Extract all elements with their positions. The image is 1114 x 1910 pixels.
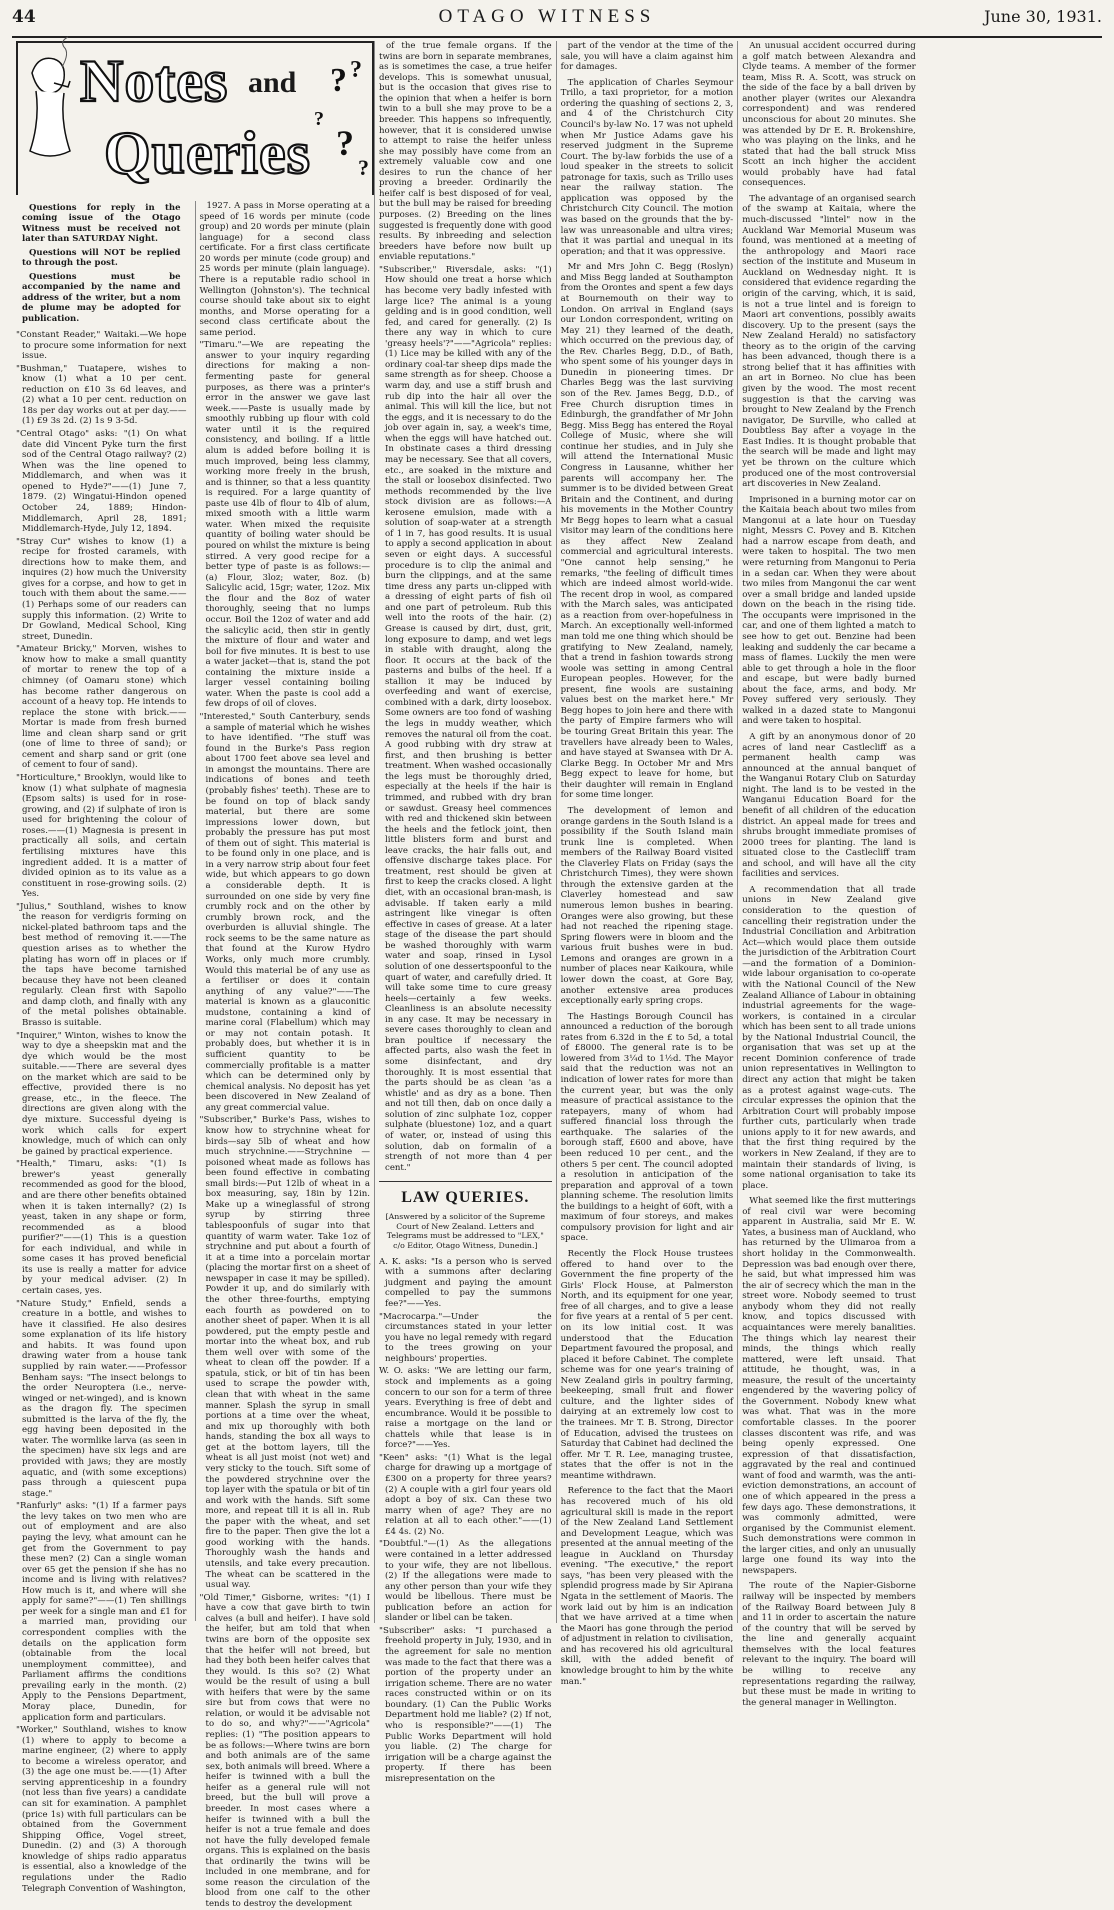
notice: Questions must be accompanied by the name and address of the writer, but a nom de plume may be adopted for publication. — [22, 271, 181, 324]
query-item: "Constant Reader," Waitaki.—We hope to procure some information for next issue. — [16, 329, 187, 362]
news-paragraph: What seemed like the first mutterings of real civil war were becoming apparent in Australia, said Mr E. W. Yates, a business man of Auckland, who has returned by the Ulimaroa from a short holiday in the Commonwealth. Depression was bad enough over there, he said, but what impressed him was the air of secrecy which the man in the street wore. Nobody seemed to trust anybody whom they did not really know, and topics discussed with acquaintances were merely banalities. The things which lay nearest their minds, the things which really mattered, were left unsaid. That attitude, he thought, was, in a measure, the result of the uncertainty engendered by the wavering policy of the Government. Nobody knew what was what. That was in the more comfortable classes. In the poorer classes discontent was rife, and was being openly expressed. One expression of that dissatisfaction, aggravated by the real and continued want of food and warmth, was the anti-eviction demonstrations, an account of one of which appeared in the press a few days ago. These demonstrations, it was commonly admitted, were organised by the Communist element. Such demonstrations were common in the larger cities, and only an unusually large one found its way into the newspapers. — [742, 1196, 916, 1576]
law-queries-note: [Answered by a solicitor of the Supreme Court of New Zealand. Letters and Telegrams must be addressed to "LEX," c/o Editor, Otago Witness, Dunedin.] — [385, 1211, 545, 1251]
query-item: "Horticulture," Brooklyn, would like to know (1) what sulphate of magnesia (Epsom salts) is used for in rose-growing, and (2) if sulphate of iron is used for brightening the colour of roses.——(1) Magnesia is present in practically all soils, and certain fertilising mixtures have this ingredient added. It is a matter of divided opinion as to its value as a constituent in rose-growing soils. (2) Yes. — [16, 773, 187, 900]
columns — [12, 41, 1102, 1909]
svg-text:?: ? — [336, 123, 354, 163]
column-3 — [375, 41, 557, 1784]
issue-date: June 30, 1931. — [984, 7, 1102, 26]
news-paragraph: Reference to the fact that the Maori has recovered much of his old agricultural skill is made in the report of the New Zealand Land Settlement and Development League, which was presented at the annual meeting of the league in Auckland on Thursday evening. "The executive," the report says, "has been very pleased with the splendid progress made by Sir Apirana Ngata in the settlement of Maoris. The work laid out by him is an indication that we have arrived at a time when the Maori has gone through the period of adjustment in relation to civilisation, and has recovered his old agricultural skill, with the added benefit of knowledge brought to him by the white man." — [560, 1486, 734, 1687]
news-paragraph: The advantage of an organised search of the swamp at Kaitaia, where the much-discussed "lintel" now in the Auckland War Memorial Museum was found, was mentioned at a meeting of the anthropology and Maori race section of the institute and Museum in Auckland on Wednesday night. It is considered that evidence regarding the origin of the carving, which, it is said, is not a true lintel and is foreign to Maori art conventions, possibly awaits discovery. Up to the present (says the New Zealand Herald) no satisfactory theory as to the origin of the carving has been advanced, though there is a strong belief that it has affinities with an art in Borneo. No clue has been given by the wood. The most recent suggestion is that the carving was brought to New Zealand by the French navigator, De Surville, who called at Doubtless Bay after a voyage in the East Indies. It is thought probable that the search will be made and light may yet be thrown on the culture which produced one of the most controversial art discoveries in New Zealand. — [742, 193, 916, 490]
law-query-item: "Keen" asks: "(1) What is the legal charge for drawing up a mortgage of £300 on a property for three years? (2) A couple with a girl four years old adopt a boy of six. Can these two marry when of age? They are no relation at all to each other."——(1) £4 4s. (2) No. — [379, 1452, 552, 1537]
column-5 — [738, 41, 920, 1708]
masthead-word-notes: Notes — [80, 48, 229, 114]
news-paragraph: A recommendation that all trade unions in New Zealand give consideration to the question of cancelling their registration under the Industrial Conciliation and Arbitration Act—which would place them outside the jurisdiction of the Arbitration Court—and the formation of a Dominion-wide labour organisation to co-operate with the National Council of the New Zealand Alliance of Labour in obtaining industrial agreements for the wage-workers, is contained in a circular which has been sent to all trade unions by the National Industrial Council, the organisation that was set up at the recent Dominion conference of trade union representatives in Wellington to direct any action that might be taken as a protest against wage-cuts. The circular expresses the opinion that the Arbitration Court will probably impose further cuts, particularly when trade unions apply to it for new awards, and that the first thing required by the workers in New Zealand, if they are to maintain their standards of living, is some national organisation to take its place. — [742, 884, 916, 1191]
column-2 — [195, 201, 371, 1909]
query-item: "Interested," South Canterbury, sends a sample of material which he wishes to have identified. "The stuff was found in the Burke's Pass region about 1700 feet above sea level and in amongst the mountains. There are indications of bones and teeth (probably fishes' teeth). These are to be found on top of black sandy material, but there are some impressions lower down, but probably the pressure has put most of them out of sight. This material is to be found only in one place, and is in a very narrow strip about four feet wide, but which appears to go down a considerable depth. It is surrounded on one side by very fine crumbly rock and on the other by crumbly brown rock, and the overburden is alluvial shingle. The rock seems to be the same nature as that found at the Kurow Hydro Works, only much more crumbly. Would this material be of any use as a fertiliser or does it contain anything of any value?"——The material is known as a glauconitic mudstone, containing a kind of marine coral (Flabellum) which may or may not contain potash. It probably does, but whether it is in sufficient quantity to be commercially profitable is a matter which can be determined only by chemical analysis. No deposit has yet been discovered in New Zealand of any great commercial value. — [199, 712, 370, 1113]
query-item: "Nature Study," Enfield, sends a creature in a bottle, and wishes to have it classified. He also desires some explanation of its life history and habits. It was found upon drawing water from a house tank supplied by rain water.——Professor Benham says: "The insect belongs to the order Neuroptera (i.e., nerve-winged or net-winged), and is known as the dragon fly. The specimen submitted is the larva of the fly, the egg having been deposited in the water. The wormlike larva (as seen in the specimen) have six legs and are provided with jaws; they are mostly aquatic, and (with some exceptions) pass through a quiescent pupa stage." — [16, 1298, 187, 1499]
query-item: "Inquirer," Winton, wishes to know the way to dye a sheepskin mat and the dye which would be the most suitable.——There are several dyes on the market which are said to be effective, provided there is no grease, etc., in the fleece. The directions are given along with the dye mixture. Successful dyeing is work which calls for expert knowledge, much of which can only be gained by practical experience. — [16, 1030, 187, 1157]
query-item: "Amateur Bricky," Morven, wishes to know how to make a small quantity of mortar to renew the top of a chimney (of Oamaru stone) which has become rather dangerous on account of a heavy top. He intends to replace the stone with brick.——Mortar is made from fresh burned lime and clean sharp sand or grit (one of lime to three of sand); or cement and sharp sand or grit (one of cement to four of sand). — [16, 644, 187, 771]
news-paragraph: A gift by an anonymous donor of 20 acres of land near Castlecliff as a permanent health camp was announced at the annual banquet of the Wanganui Rotary Club on Saturday night. The land is to be vested in the Wanganui Education Board for the benefit of all children of the education district. An appeal made for trees and shrubs brought immediate promises of 2000 trees for planting. The land is situated close to the Castlecliff tram and school, and will have all the city facilities and services. — [742, 732, 916, 880]
law-query-item: W. O. asks: "We are letting our farm, stock and implements as a going concern to our son for a term of three years. Everything is free of debt and encumbrance. Would it be possible to raise a mortgage on the land or chattels while that lease is in force?"——Yes. — [379, 1366, 552, 1451]
news-paragraph: part of the vendor at the time of the sale, you will have a claim against him for damages. — [560, 41, 734, 73]
query-item: "Ranfurly" asks: "(1) If a farmer pays the levy takes on two men who are out of employment and are also paying the levy, what amount can he get from the Government to pay these men? (2) Can a single woman over 65 get the pension if she has no income and is living with relatives? How much is it, and where will she apply for same?"——(1) Ten shillings per week for a single man and £1 for a married man, providing our correspondent complies with the details on the application form (obtainable from the local unemployment committee), and Parliament affirms the conditions prevailing early in the month. (2) Apply to the Pensions Department, Moray place, Dunedin, for application form and particulars. — [16, 1501, 187, 1723]
query-item: "Julius," Southland, wishes to know the reason for verdigris forming on nickel-plated bathroom taps and the best method of removing it.——The question arises as to whether the plating has worn off in places or if the taps have become tarnished because they have not been cleaned regularly. Clean first with Sapolio and damp cloth, and finally with any of the metal polishes obtainable. Brasso is suitable. — [16, 901, 187, 1028]
news-paragraph: An unusual accident occurred during a golf match between Alexandra and Clyde teams. A member of the former team, Miss R. A. Scott, was struck on the side of the face by a ball driven by another player (writes our Alexandra correspondent) and was rendered unconscious for about 20 minutes. She was attended by Dr E. R. Brokenshire, who was playing on the links, and he stated that had the ball struck Miss Scott an inch higher the accident would probably have had fatal consequences. — [742, 41, 916, 189]
query-item: "Subscriber," Riversdale, asks: "(1) How should one treat a horse which has become very badly infested with large lice? The animal is a young gelding and is in good condition, well fed, and cared for generally. (2) Is there any way in which to cure 'greasy heels'?"——"Agricola" replies: (1) Lice may be killed with any of the ordinary coal-tar sheep dips made the same strength as for sheep. Choose a warm day, and use a stiff brush and rub dip into the hair all over the animal. This will kill the lice, but not the eggs, and it is necessary to do the job over again in, say, a week's time, when the eggs will have hatched out. In obstinate cases a third dressing may be necessary. See that all covers, etc., are soaked in the mixture and the stall or loosebox disinfected. Two methods recommended by the live stock division are as follows:—A kerosene emulsion, made with a solution of soap-water at a strength of 1 in 7, has good results. It is usual to apply a second application in about seven or eight days. A successful procedure is to clip the animal and burn the clippings, and at the same time dress any parts un-clipped with a dressing of eight parts of fish oil and one part of petroleum. Rub this well into the roots of the hair. (2) Grease is caused by dirt, dust, grit, long exposure to damp, and wet legs in stable with draught, along the floor. It occurs at the back of the pasterns and bulbs of the heel. If a stallion it may be induced by overfeeding and want of exercise, combined with a dark, dirty loosebox. Some owners are too fond of washing the legs in muddy weather, which removes the natural oil from the coat. A good rubbing with dry straw at first, and then brushing is better treatment. When washed occasionally the legs must be thoroughly dried, especially at the heels if the hair is trimmed, and rubbed with dry bran or sawdust. Greasy heel commences with red and thickened skin between the heels and the fetlock joint, then little blisters form and burst and leave cracks, the hair falls out, and offensive discharge takes place. For treatment, rest should be given at first to keep the cracks closed. A light diet, with an occasional bran-mash, is advisable. If taken early a mild astringent like vinegar is often effective in cases of grease. At a later stage of the disease the part should be washed thoroughly with warm water and soap, rinsed in Lysol solution of one dessertspoonful to the quart of water, and carefully dried. It will take some time to cure greasy heels—certainly a few weeks. Cleanliness is an absolute necessity in any case. It may be necessary in severe cases thoroughly to clean and bran poultice if necessary the affected parts, also wash the feet in some disinfectant, and dry thoroughly. It is most essential that the parts should be as clean 'as a whistle' and as dry as a bone. Then and not till then, dab on once daily a solution of zinc sulphate 1oz, copper sulphate (bluestone) 1oz, and a quart of water, or, instead of using this solution, dab on formalin of a strength of not more than 4 per cent." — [379, 264, 552, 1173]
column-4 — [557, 41, 739, 1687]
submission-notices — [22, 203, 181, 324]
news-paragraph: The application of Charles Seymour Trillo, a taxi proprietor, for a motion ordering the quashing of sections 2, 3, and 4 of the Christchurch City Council's by-law No. 17 was not upheld when Mr Justice Adams gave his reserved judgment in the Supreme Court. The by-law forbids the use of a loud speaker in the streets to solicit patronage for taxis, such as Trillo uses near the railway station. The application was opposed by the Christchurch City Council. The motion was based on the grounds that the by-law was unreasonable and ultra vires; that it was partial and unequal in its operation; and that it was oppressive. — [560, 77, 734, 257]
query-item: of the true female organs. If the twins are born in separate membranes, as is sometimes the case, a true heifer develops. This is somewhat unusual, but is the occasion that gives rise to the opinion that when a heifer is born twin to a bull she may prove to be a breeder. This happens so infrequently, however, that it is considered unwise to attempt to raise the heifer unless she may possibly have come from an extremely valuable cow and one desires to run the chance of her proving a breeder. Ordinarily the heifer calf is best disposed of for veal, but the bull may be raised for breeding purposes. (2) Breeding on the lines suggested is frequently done with good results. By inbreeding and selection breeders have before now built up enviable reputations." — [379, 41, 552, 263]
query-list — [16, 330, 187, 1894]
query-item: "Old Timer," Gisborne, writes: "(1) I have a cow that gave birth to twin calves (a bull and heifer). I have sold the heifer, but am told that when twins are born of the opposite sex that the heifer will not breed, but had they both been heifer calves that they would. Is this so? (2) What would be the result of using a bull with heifers that were by the same sire but from cows that were no relation, or would it be advisable not to do so, and why?"——"Agricola" replies: (1) "The position appears to be as follows:—Where twins are born and both animals are of the same sex, both animals will breed. Where a heifer is twinned with a bull the heifer as a general rule will not breed, but the bull will prove a breeder. In most cases where a heifer is twinned with a bull the heifer is not a true female and does not have the fully developed female organs. This is explained on the basis that ordinarily the twins will be included in one membrane, and for some reason the circulation of the blood from one calf to the other tends to destroy the development — [199, 1592, 370, 1909]
law-query-item: "Subscriber" asks: "I purchased a freehold property in July, 1930, and in the agreement for sale no mention was made to the fact that there was a portion of the property under an irrigation scheme. There are no water races constructed within or on its boundary. (1) Can the Public Works Department hold me liable? (2) If not, who is responsible?"——(1) The Public Works Department will hold you liable. (2) The charge for irrigation will be a charge against the property. If there has been misrepresentation on the — [379, 1625, 552, 1784]
news-paragraph: Imprisoned in a burning motor car on the Kaitaia beach about two miles from Mangonui at a late hour on Tuesday night, Messrs C. Povey and B. Kitchen had a narrow escape from death, and were taken to hospital. The two men were returning from Mangonui to Peria in a sedan car. When they were about two miles from Mangonui the car went over a small bridge and landed upside down on the beach in the rising tide. The occupants were imprisoned in the car, and one of them lighted a match to see how to get out. Benzine had been leaking and suddenly the car became a mass of flames. Luckily the men were able to get through a hole in the floor and escape, but were badly burned about the face, arms, and body. Mr Povey suffered very seriously. They walked in a dazed state to Mangonui and were taken to hospital. — [742, 494, 916, 727]
column-1a — [16, 195, 187, 1896]
news-paragraph: The Hastings Borough Council has announced a reduction of the borough rates from 6.32d in the £ to 5d, a total of £8000. The general rate is to be lowered from 3¼d to 1½d. The Mayor said that the reduction was not an indication of lower rates for more than the current year, but was the only measure of practical assistance to the ratepayers, many of whom had suffered financial loss through the earthquake. The salaries of the borough staff, £600 and above, have been reduced 10 per cent., and the others 5 per cent. The council adopted a resolution in anticipation of the preparation and approval of a town planning scheme. The resolution limits the buildings to a height of 60ft, with a maximum of four storeys, and makes compulsory provision for light and air space. — [560, 1011, 734, 1244]
page-number: 44 — [12, 7, 36, 27]
query-item: "Health," Timaru, asks: "(1) Is brewer's yeast generally recommended as good for the blood, and are there other benefits obtained when it is taken internally? (2) Is yeast, taken in any shape or form, recommended as a blood purifier?"——(1) This is a question for each individual, and while in some cases it has proved beneficial its use is really a matter for advice by your medical adviser. (2) In certain cases, yes. — [16, 1159, 187, 1297]
query-item: "Bushman," Tuatapere, wishes to know (1) what a 10 per cent. reduction on £10 3s 6d leaves, and (2) what a 10 per cent. reduction on 18s per day works out at per day.——(1) £9 3s 2d. (2) 1s 9 3-5d. — [16, 363, 187, 427]
news-paragraph: Mr and Mrs John C. Begg (Roslyn) and Miss Begg landed at Southampton from the Orontes and spent a few days at Bournemouth on their way to London. On arrival in England (says our London correspondent, writing on May 21) they learned of the death, which occurred on the previous day, of the Rev. Charles Begg, D.D., of Bath, who spent some of his younger days in Dunedin in pioneering times. Dr Charles Begg was the last surviving son of the Rev. James Begg, D.D., of Free Church disruption times in Edinburgh, the grandfather of Mr John Begg. Miss Begg has entered the Royal College of Music, where she will continue her studies, and in July she will attend the International Music Congress in Lausanne, whither her parents will accompany her. The summer is to be divided between Great Britain and the Continent, and during his movements in the Mother Country Mr Begg hopes to learn what a casual visitor may learn of the conditions here as they affect New Zealand commercial and agricultural interests. "One cannot help sensing," he remarks, "the feeling of difficult times which are indeed almost world-wide. The recent drop in wool, as compared with the March sales, was anticipated as a reaction from over-hopefulness in March. An exceptionally well-informed man told me one thing which should be gratifying to New Zealand, namely, that a trend in fashion towards strong woole was setting in among Central European peoples. However, for the present, fine wools are sustaining values best on the market here." Mr Begg hopes to join here and there with the party of Empire farmers who will be touring Great Britain this year. The travellers have already been to Wales, and have stayed at Swansea with Dr A. Clarke Begg. In October Mr and Mrs Begg expect to leave for home, but their daughter will remain in England for some time longer. — [560, 262, 734, 801]
law-query-item: "Doubtful."—(1) As the allegations were contained in a letter addressed to your wife, they are not libellous. (2) If the allegations were made to any other person than your wife they would be libellous. There must be publication before an action for slander or libel can be taken. — [379, 1539, 552, 1624]
query-item: "Timaru."—We are repeating the answer to your inquiry regarding directions for making a non-fermenting paste for general purposes, as there was a printer's error in the answer we gave last week.——Paste is usually made by smoothly rubbing up flour with cold water until it is the required consistency, and boiling. If a little alum is added before boiling it is much improved, being less clammy, working more freely in the brush, and is thinner, so that a less quantity is required. For a large quantity of paste use 4lb of flour to 4lb of alum, mixed smooth with a little warm water. When mixed the requisite quantity of boiling water should be poured on whilst the mixture is being stirred. A very good recipe for a better type of paste is as follows:—(a) Flour, 3loz; water, 8oz. (b) Salicylic acid, 15gr; water, 12oz. Mix the flour and the 8oz of water thoroughly, seeing that no lumps occur. Boil the 12oz of water and add the salicylic acid, then stir in gently the mixture of flour and water and boil for five minutes. It is best to use a water jacket—that is, stand the pot containing the mixture inside a larger vessel containing boiling water. When the paste is cool add a few drops of oil of cloves. — [199, 340, 370, 710]
news-paragraph: The development of lemon and orange gardens in the South Island is a possibility if the South Island main trunk line is completed. When members of the Railway Board visited the Claverley Flats on Friday (says the Christchurch Times), they were shown through the extensive garden at the Claverley homestead and saw numerous lemon bushes in bearing. Oranges were also growing, but these had not reached the ripening stage. Spring flowers were in bloom and the various fruit bushes were in bud. Lemons and oranges are grown in a number of places near Kaikoura, while lower down the coast, at Gore Bay, another extensive area produces exceptionally early spring crops. — [560, 805, 734, 1007]
notice: Questions will NOT be replied to through the post. — [22, 247, 181, 269]
law-queries-heading: LAW QUERIES. — [379, 1181, 552, 1208]
query-item: "Worker," Southland, wishes to know (1) where to apply to become a marine engineer, (2) where to apply to become a wireless operator, and (3) the age one must be.——(1) After serving apprenticeship in a foundry (not less than five years) a candidate can sit for examination. A pamphlet (price 1s) with full particulars can be obtained from the Government Shipping Office, Vogel street, Dunedin. (2) and (3) A thorough knowledge of ships radio apparatus is essential, also a knowledge of the regulations under the Radio Telegraph Convention of Washington, — [16, 1725, 187, 1894]
svg-text:?: ? — [330, 62, 347, 99]
masthead-word-and: and — [248, 66, 297, 99]
paper-title: OTAGO WITNESS — [438, 6, 656, 27]
query-item: "Central Otago" asks: "(1) On what date did Vincent Pyke turn the first sod of the Central Otago railway? (2) When was the line opened to Middlemarch, and when was it opened to Hyde?"——(1) June 7, 1879. (2) Wingatui-Hindon opened October 24, 1889; Hindon-Middlemarch, April 28, 1891; Middlemarch-Hyde, July 12, 1894. — [16, 429, 187, 535]
notice: Questions for reply in the coming issue of the Otago Witness must be received not later than SATURDAY Night. — [22, 203, 181, 245]
news-paragraph: Recently the Flock House trustees offered to hand over to the Government the fine property of the Girls' Flock House, at Palmerston North, and its equipment for one year, free of all charges, and to give a lease for five years at a rental of 5 per cent. on its low initial cost. It was understood that the Education Department favoured the proposal, and placed it before Cabinet. The complete scheme was for one year's training of New Zealand girls in poultry farming, beekeeping, small fruit and flower culture, and the lighter sides of dairying at an extremely low cost to the trainees. Mr T. B. Strong, Director of Education, advised the trustees on Saturday that Cabinet had declined the offer. Mr T. R. Lee, managing trustee, states that the offer is not in the meantime withdrawn. — [560, 1249, 734, 1481]
query-item: "Subscriber," Burke's Pass, wishes to know how to strychnine wheat for birds—say 5lb of wheat and how much strychnine.——Strychnine — poisoned wheat made as follows has been found effective in combating small birds:—Put 12lb of wheat in a box measuring, say, 18in by 12in. Make up a wineglassful of strong syrup by stirring three tablespoonfuls of sugar into that quantity of warm water. Take 1oz of strychnine and put about a fourth of it at a time into a porcelain mortar (placing the mortar first on a sheet of newspaper in case it may be spilled). Powder it up, and do similarly with the other three-fourths, emptying each fourth as powdered on to another sheet of paper. When it is all powdered, put the empty pestle and mortar into the wheat box, and rub them well over with some of the wheat to clean off the powder. If a spatula, stick, or bit of tin has been used to scrape the powder with, clean that with wheat in the same manner. Splash the syrup in small portions at a time over the wheat, and mix up thoroughly with both hands, standing the box all ways to get at the bottom layers, till the wheat is all just moist (not wet) and very sticky to the touch. Sift some of the powdered strychnine over the top layer with the spatula or bit of tin and work with the hands. Sift some more, and repeat till it is all in. Rub the paper with the wheat, and set fire to the paper. Then give the lot a good working with the hands. Thoroughly wash the hands and utensils, and take every precaution. The wheat can be scattered in the usual way. — [199, 1115, 370, 1591]
news-paragraph: The route of the Napier-Gisborne railway will be inspected by members of the Railway Board between July 8 and 11 in order to ascertain the nature of the country that will be served by the line and generally acquaint themselves with the local features relevant to the inquiry. The board will be willing to receive any representations regarding the railway, but these must be made in writing to the general manager in Wellington. — [742, 1581, 916, 1708]
svg-text:?: ? — [358, 155, 369, 180]
law-query-item: A. K. asks: "Is a person who is served with a summons after declaring judgment and paying the amount compelled to pay the summons fee?"——Yes. — [379, 1256, 552, 1310]
masthead-word-queries: Queries — [104, 120, 311, 186]
svg-text:?: ? — [314, 108, 324, 130]
column-1 — [12, 41, 375, 1909]
svg-text:?: ? — [350, 57, 362, 83]
page-header — [12, 6, 1102, 38]
law-query-item: "Macrocarpa."—Under the circumstances stated in your letter you have no legal remedy with regard to the trees growing on your neighbours' properties. — [379, 1311, 552, 1364]
notes-and-queries-masthead — [16, 41, 374, 195]
query-item: 1927. A pass in Morse operating at a speed of 16 words per minute (code group) and 20 words per minute (plain language) for a second class certificate. For a first class certificate 20 words per minute (code group) and 25 words per minute (plain language). There is a reputable radio school in Wellington (Johnston's). The technical course should take about six to eight months, and Morse operating for a second class certificate about the same period. — [199, 201, 370, 338]
query-item: "Stray Cur" wishes to know (1) a recipe for frosted caramels, with directions how to make them, and inquires (2) how much the University gives for a corpse, and how to get in touch with them about the same.——(1) Perhaps some of our readers can supply this information. (2) Write to Dr Gowland, Medical School, King street, Dunedin. — [16, 536, 187, 642]
